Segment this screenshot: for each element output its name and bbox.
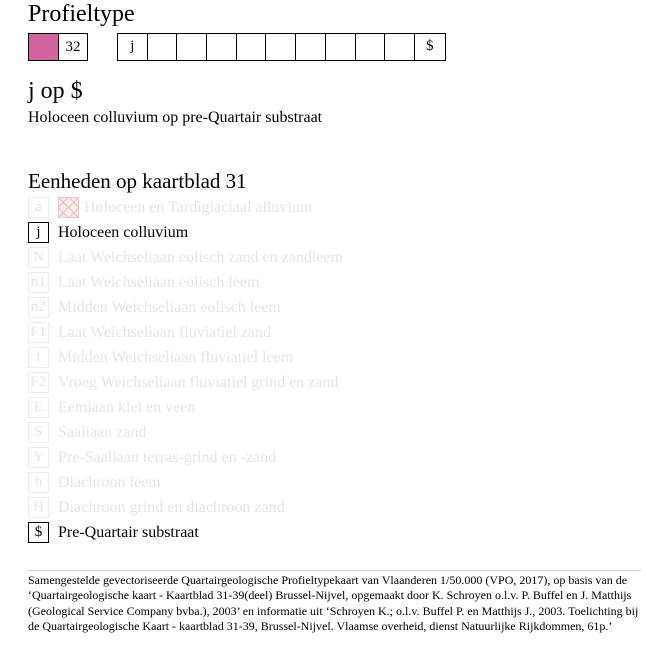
- legend-code-box: N: [28, 247, 49, 268]
- sequence-cell: [237, 34, 267, 60]
- legend-item: [28, 495, 343, 520]
- legend-item: [28, 445, 343, 470]
- legend-code-box: H: [28, 497, 49, 518]
- sequence-cell: [148, 34, 178, 60]
- legend-item: [28, 370, 343, 395]
- legend-code-box: F1: [28, 322, 49, 343]
- legend-label: Pre-Saaliaan terras-grind en -zand: [58, 448, 277, 466]
- legend-label: Vroeg Weichseliaan fluviatiel grind en zand: [58, 373, 339, 391]
- legend-code-box: j: [28, 222, 49, 243]
- footer-divider: [28, 570, 641, 571]
- legend-code-box: $: [28, 522, 49, 543]
- legend-label: Laat Weichseliaan fluviatiel zand: [58, 323, 271, 341]
- legend-code-box: n1: [28, 272, 49, 293]
- legend-code-box: a: [28, 197, 49, 218]
- legend-item: [28, 420, 343, 445]
- sequence-cell: j: [118, 34, 148, 60]
- legend-item: [28, 320, 343, 345]
- legend-item: [28, 220, 343, 245]
- legend-code-box: S: [28, 422, 49, 443]
- legend-code-box: F2: [28, 372, 49, 393]
- legend-item: [28, 295, 343, 320]
- legend-code-box: n2: [28, 297, 49, 318]
- legend-label: Pre-Quartair substraat: [58, 523, 199, 541]
- legend-code-box: f: [28, 347, 49, 368]
- sequence-cell: $: [425, 38, 434, 54]
- legend-label: Midden Weichseliaan eolisch leem: [58, 298, 281, 316]
- sequence-cell: [296, 34, 326, 60]
- sequence-cell: [356, 34, 386, 60]
- legend-code-box: E: [28, 397, 49, 418]
- legend-label: Holoceen colluvium: [58, 223, 189, 241]
- legend-label: Eemiaan klei en veen: [58, 398, 196, 416]
- sequence-cell: [385, 34, 415, 60]
- legend-label: Holoceen en Tardiglaciaal alluvium: [84, 198, 313, 216]
- legend-item: [28, 195, 343, 220]
- sequence-cell: [266, 34, 296, 60]
- profile-description: Holoceen colluvium op pre-Quartair substraat: [28, 109, 323, 126]
- legend-item: [28, 395, 343, 420]
- page-title: Profieltype: [28, 1, 135, 27]
- legend-label: Saaliaan zand: [58, 423, 147, 441]
- legend-item: [28, 470, 343, 495]
- units-section-title: Eenheden op kaartblad 31: [28, 169, 247, 193]
- legend-item: [28, 245, 343, 270]
- profile-formula: j op $: [28, 78, 83, 104]
- legend-item: [28, 520, 343, 545]
- crosshatch-pattern-icon: [58, 197, 79, 218]
- profile-number: 32: [58, 33, 88, 61]
- sequence-cell: [177, 34, 207, 60]
- source-footnote: Samengestelde gevectoriseerde Quartairgeologische Profieltypekaart van Vlaanderen 1/50.000 (VPO, 2017), op basis van de ‘Quartairgeologische kaart - Kaartblad 31-39(deel) Brussel-Nijvel, opgemaakt door K. Schroyen o.l.v. P. Buffel en J. Matthijs (Geological Service Company bvba.), 2003’ en informatie uit ‘Schroyen K.; o.l.v. Buffel P. en Matthijs J., 2003. Toelichting bij de Quartairgeologische Kaart - kaartblad 31-39, Brussel-Nijvel. Vlaamse overheid, dienst Natuurlijke Rijkdommen, 61p.’: [28, 573, 639, 633]
- profile-color-swatch: [28, 33, 58, 61]
- legend-label: Laat Weichseliaan eolisch zand en zandleem: [58, 248, 343, 266]
- units-legend: [28, 195, 343, 545]
- legend-label: Diachroon leem: [58, 473, 161, 491]
- sequence-cell: [207, 34, 237, 60]
- sequence-cell: [326, 34, 356, 60]
- legend-item: [28, 270, 343, 295]
- legend-item: [28, 345, 343, 370]
- legend-code-box: h: [28, 472, 49, 493]
- profile-sequence: [117, 33, 446, 61]
- legend-label: Diachroon grind en diachroon zand: [58, 498, 285, 516]
- legend-label: Midden Weichseliaan fluviatiel leem: [58, 348, 294, 366]
- legend-code-box: Y: [28, 447, 49, 468]
- legend-label: Laat Weichseliaan eolisch leem: [58, 273, 260, 291]
